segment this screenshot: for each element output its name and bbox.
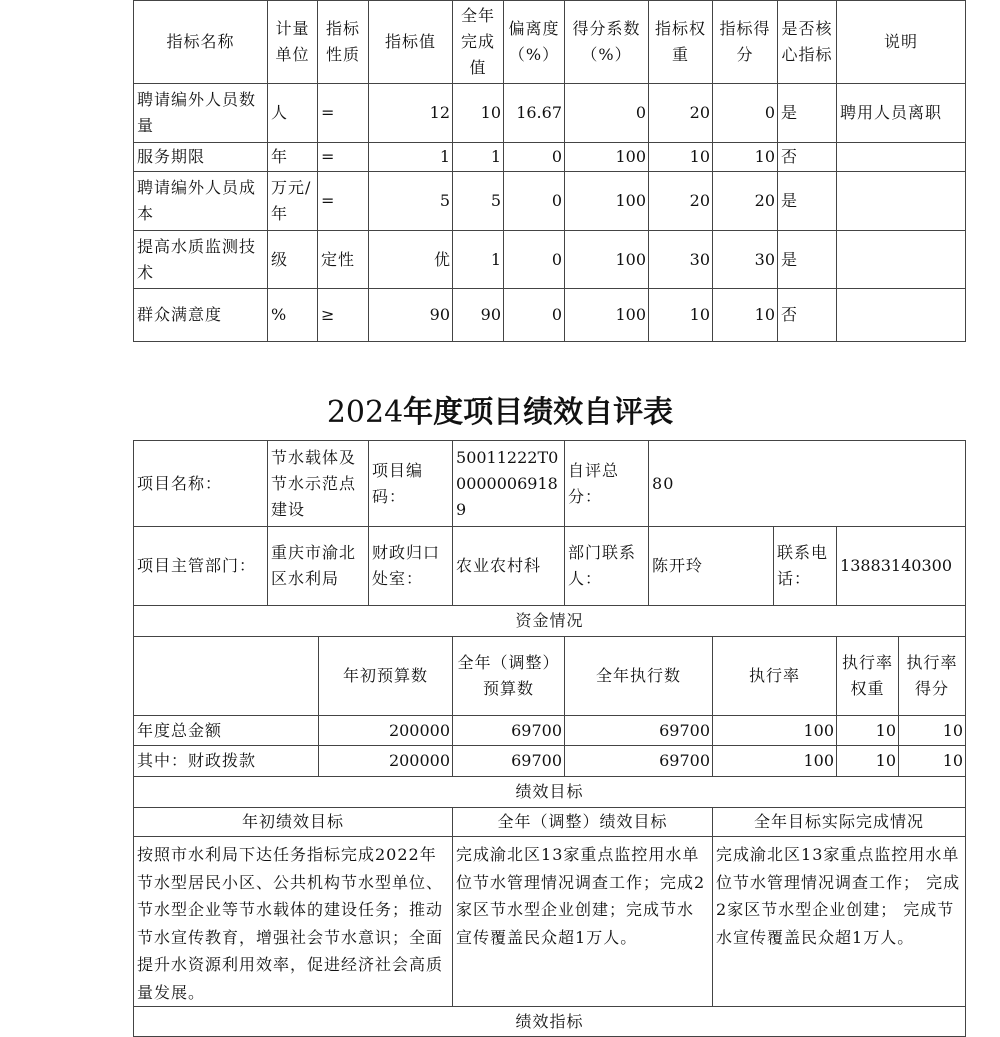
funds-header-blank bbox=[134, 637, 319, 716]
cell: 0 bbox=[504, 143, 565, 172]
funds-header-cell: 执行率权重 bbox=[837, 637, 899, 716]
department-row bbox=[134, 527, 966, 606]
adjusted-goal-text: 完成渝北区13家重点监控用水单位节水管理情况调查工作；完成2家区节水型企业创建；完成节水宣传覆盖民众超1万人。 bbox=[453, 837, 713, 1007]
cell: 20 bbox=[649, 172, 713, 231]
project-name-label: 项目名称： bbox=[134, 441, 268, 527]
initial-goal-text: 按照市水利局下达任务指标完成2022年节水型居民小区、公共机构节水型单位、节水型企业等节水载体的建设任务；推动节水宣传教育，增强社会节水意识；全面提升水资源利用效率，促进经济社会高质量发展。 bbox=[134, 837, 453, 1007]
contact-value: 陈开玲 bbox=[649, 527, 774, 606]
dept-value: 重庆市渝北区水利局 bbox=[268, 527, 369, 606]
cell: 100 bbox=[565, 231, 649, 289]
funds-row bbox=[134, 746, 966, 777]
indicators-section-row bbox=[134, 1007, 966, 1037]
project-info-row bbox=[134, 441, 966, 527]
cell: 1 bbox=[453, 231, 504, 289]
cell: 5 bbox=[453, 172, 504, 231]
table-row bbox=[134, 172, 966, 231]
header-cell: 说明 bbox=[837, 1, 966, 84]
cell bbox=[837, 289, 966, 342]
cell: 级 bbox=[268, 231, 318, 289]
cell: 10 bbox=[713, 143, 778, 172]
cell: 10 bbox=[453, 84, 504, 143]
header-cell: 是否核心指标 bbox=[778, 1, 837, 84]
cell: 10 bbox=[649, 143, 713, 172]
office-label: 财政归口处室： bbox=[369, 527, 453, 606]
cell: 0 bbox=[504, 172, 565, 231]
funds-row-label: 年度总金额 bbox=[134, 716, 319, 746]
header-cell: 得分系数（%） bbox=[565, 1, 649, 84]
title-year: 2024 bbox=[326, 395, 404, 430]
cell: 0 bbox=[713, 84, 778, 143]
cell: 0 bbox=[565, 84, 649, 143]
cell: = bbox=[318, 172, 369, 231]
cell: 100 bbox=[565, 143, 649, 172]
cell: 否 bbox=[778, 289, 837, 342]
cell: 服务期限 bbox=[134, 143, 268, 172]
contact-label: 部门联系人： bbox=[565, 527, 649, 606]
cell: 聘用人员离职 bbox=[837, 84, 966, 143]
funds-cell: 100 bbox=[713, 746, 837, 777]
cell: 10 bbox=[713, 289, 778, 342]
goals-section-row bbox=[134, 777, 966, 808]
cell: % bbox=[268, 289, 318, 342]
cell: 20 bbox=[713, 172, 778, 231]
cell: 人 bbox=[268, 84, 318, 143]
cell: 30 bbox=[713, 231, 778, 289]
funds-cell: 10 bbox=[837, 746, 899, 777]
funds-cell: 200000 bbox=[319, 716, 453, 746]
funds-cell: 10 bbox=[899, 746, 966, 777]
score-label: 自评总分： bbox=[565, 441, 649, 527]
cell: 是 bbox=[778, 231, 837, 289]
office-value: 农业农村科 bbox=[453, 527, 565, 606]
cell: 万元/年 bbox=[268, 172, 318, 231]
cell: 优 bbox=[369, 231, 453, 289]
table-row bbox=[134, 289, 966, 342]
cell: 90 bbox=[369, 289, 453, 342]
cell: 20 bbox=[649, 84, 713, 143]
header-cell: 指标名称 bbox=[134, 1, 268, 84]
funds-header-cell: 年初预算数 bbox=[319, 637, 453, 716]
funds-header-row bbox=[134, 637, 966, 716]
cell: 16.67 bbox=[504, 84, 565, 143]
header-cell: 指标得分 bbox=[713, 1, 778, 84]
table-row bbox=[134, 143, 966, 172]
table-row bbox=[134, 231, 966, 289]
header-cell: 指标性质 bbox=[318, 1, 369, 84]
goals-section-title: 绩效目标 bbox=[134, 777, 966, 808]
funds-cell: 100 bbox=[713, 716, 837, 746]
cell: = bbox=[318, 84, 369, 143]
funds-header-cell: 全年执行数 bbox=[565, 637, 713, 716]
phone-label: 联系电话： bbox=[774, 527, 837, 606]
cell bbox=[837, 231, 966, 289]
cell: 是 bbox=[778, 84, 837, 143]
funds-cell: 10 bbox=[837, 716, 899, 746]
page-title bbox=[0, 388, 1000, 438]
funds-cell: 200000 bbox=[319, 746, 453, 777]
funds-section-title: 资金情况 bbox=[134, 606, 966, 637]
project-code-value: 50011222T000000069189 bbox=[453, 441, 565, 527]
funds-cell: 69700 bbox=[565, 746, 713, 777]
cell: 1 bbox=[369, 143, 453, 172]
cell: 1 bbox=[453, 143, 504, 172]
cell: 100 bbox=[565, 172, 649, 231]
cell: 0 bbox=[504, 231, 565, 289]
funds-cell: 69700 bbox=[565, 716, 713, 746]
cell: = bbox=[318, 143, 369, 172]
cell: 定性 bbox=[318, 231, 369, 289]
cell: 30 bbox=[649, 231, 713, 289]
indicator-header-row bbox=[134, 1, 966, 84]
cell: 群众满意度 bbox=[134, 289, 268, 342]
actual-completion-text: 完成渝北区13家重点监控用水单位节水管理情况调查工作； 完成2家区节水型企业创建； 完成节水宣传覆盖民众超1万人。 bbox=[713, 837, 966, 1007]
project-code-label: 项目编码： bbox=[369, 441, 453, 527]
cell: 12 bbox=[369, 84, 453, 143]
cell: 90 bbox=[453, 289, 504, 342]
cell: 5 bbox=[369, 172, 453, 231]
goals-content-row bbox=[134, 837, 966, 1007]
goals-header-cell: 全年（调整）绩效目标 bbox=[453, 808, 713, 837]
cell: 100 bbox=[565, 289, 649, 342]
funds-section-row bbox=[134, 606, 966, 637]
title-text: 年度项目绩效自评表 bbox=[403, 395, 674, 430]
score-value: 80 bbox=[649, 441, 966, 527]
header-cell: 全年完成值 bbox=[453, 1, 504, 84]
self-evaluation-table bbox=[133, 440, 966, 1037]
cell: 是 bbox=[778, 172, 837, 231]
indicators-section-title: 绩效指标 bbox=[134, 1007, 966, 1037]
cell: 否 bbox=[778, 143, 837, 172]
funds-row-label: 其中：财政拨款 bbox=[134, 746, 319, 777]
cell: ≥ bbox=[318, 289, 369, 342]
indicator-table bbox=[133, 0, 966, 342]
funds-header-cell: 执行率 bbox=[713, 637, 837, 716]
header-cell: 计量单位 bbox=[268, 1, 318, 84]
cell: 聘请编外人员成本 bbox=[134, 172, 268, 231]
phone-value: 13883140300 bbox=[837, 527, 966, 606]
table-row bbox=[134, 84, 966, 143]
funds-header-cell: 执行率得分 bbox=[899, 637, 966, 716]
cell: 聘请编外人员数量 bbox=[134, 84, 268, 143]
project-name-value: 节水载体及节水示范点建设 bbox=[268, 441, 369, 527]
goals-header-row bbox=[134, 808, 966, 837]
cell: 年 bbox=[268, 143, 318, 172]
funds-header-cell: 全年（调整）预算数 bbox=[453, 637, 565, 716]
cell: 提高水质监测技术 bbox=[134, 231, 268, 289]
cell: 10 bbox=[649, 289, 713, 342]
goals-header-cell: 全年目标实际完成情况 bbox=[713, 808, 966, 837]
funds-row bbox=[134, 716, 966, 746]
header-cell: 偏离度（%） bbox=[504, 1, 565, 84]
cell bbox=[837, 143, 966, 172]
funds-cell: 69700 bbox=[453, 746, 565, 777]
cell bbox=[837, 172, 966, 231]
funds-cell: 10 bbox=[899, 716, 966, 746]
cell: 0 bbox=[504, 289, 565, 342]
goals-header-cell: 年初绩效目标 bbox=[134, 808, 453, 837]
dept-label: 项目主管部门： bbox=[134, 527, 268, 606]
funds-cell: 69700 bbox=[453, 716, 565, 746]
header-cell: 指标权重 bbox=[649, 1, 713, 84]
header-cell: 指标值 bbox=[369, 1, 453, 84]
